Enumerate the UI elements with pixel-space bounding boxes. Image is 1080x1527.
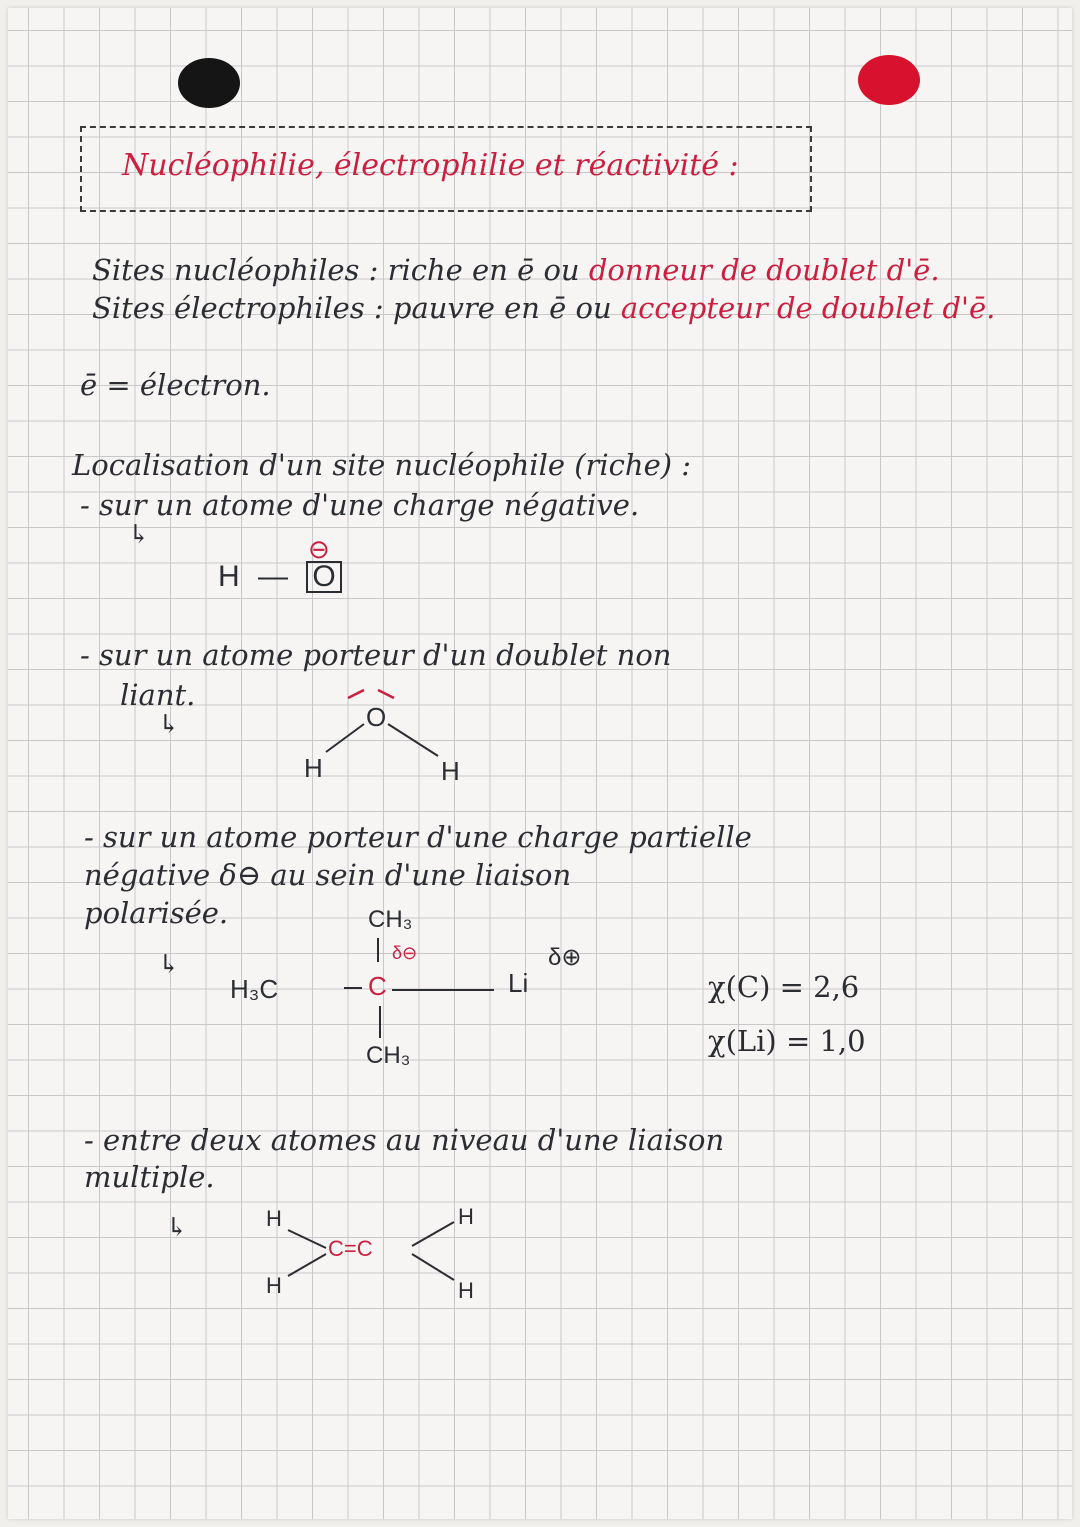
item-3-line3: polarisée.	[84, 896, 229, 930]
organolithium-li: Li	[508, 968, 529, 998]
electronegativity-carbon: χ(C) = 2,6	[708, 970, 860, 1004]
electron-note: ē = électron.	[80, 368, 271, 402]
item-1-text: - sur un atome d'une charge négative.	[80, 488, 640, 522]
electronegativity-lithium: χ(Li) = 1,0	[708, 1024, 866, 1058]
item-3-line2: négative δ⊖ au sein d'une liaison	[84, 858, 572, 892]
nucleophile-text: Sites nucléophiles : riche en ē ou	[92, 253, 589, 287]
organolithium-h3c: H₃C	[230, 974, 279, 1004]
ethylene-h-topleft: H	[266, 1206, 282, 1231]
section-title: Localisation d'un site nucléophile (riche) :	[72, 448, 692, 482]
nucleophile-red-text: donneur de doublet d'ē.	[588, 253, 940, 287]
ethylene-h-bottomleft: H	[266, 1273, 282, 1298]
item-2-line2: liant.	[120, 678, 196, 712]
organolithium-ch3-bottom: CH₃	[366, 1042, 411, 1069]
item-4-line2: multiple.	[84, 1160, 215, 1194]
item-4-line1: - entre deux atomes au niveau d'une liaison	[84, 1123, 725, 1157]
ethylene-h-topright: H	[458, 1204, 474, 1229]
hydroxide-bond: —	[258, 560, 289, 593]
chem-bonds	[8, 8, 1072, 1519]
page-title: Nucléophilie, électrophilie et réactivité :	[122, 148, 739, 183]
ethylene-h-bottomright: H	[458, 1278, 474, 1303]
arrow-icon: ↳	[158, 950, 180, 980]
organolithium-ch3-top: CH₃	[368, 906, 413, 933]
organolithium-c: C	[368, 971, 387, 1001]
notebook-page	[8, 8, 1072, 1519]
water-h-right: H	[441, 756, 460, 786]
water-h-left: H	[304, 753, 323, 783]
hydroxide-h: H	[218, 560, 240, 593]
electrophile-red-text: accepteur de doublet d'ē.	[620, 291, 996, 325]
water-o: O	[366, 702, 387, 732]
arrow-icon: ↳	[166, 1213, 188, 1243]
delta-minus: δ⊖	[392, 943, 418, 963]
electrophile-text: Sites électrophiles : pauvre en ē ou	[92, 291, 621, 325]
hydroxide-o: O	[306, 561, 341, 593]
delta-plus: δ⊕	[548, 944, 582, 971]
item-3-line1: - sur un atome porteur d'une charge partielle	[84, 820, 752, 854]
arrow-icon: ↳	[158, 710, 180, 740]
ethylene-double-bond: C=C	[328, 1236, 373, 1261]
item-2-line1: - sur un atome porteur d'un doublet non	[80, 638, 672, 672]
hydroxide-charge: ⊖	[308, 534, 330, 564]
arrow-icon: ↳	[128, 520, 150, 550]
